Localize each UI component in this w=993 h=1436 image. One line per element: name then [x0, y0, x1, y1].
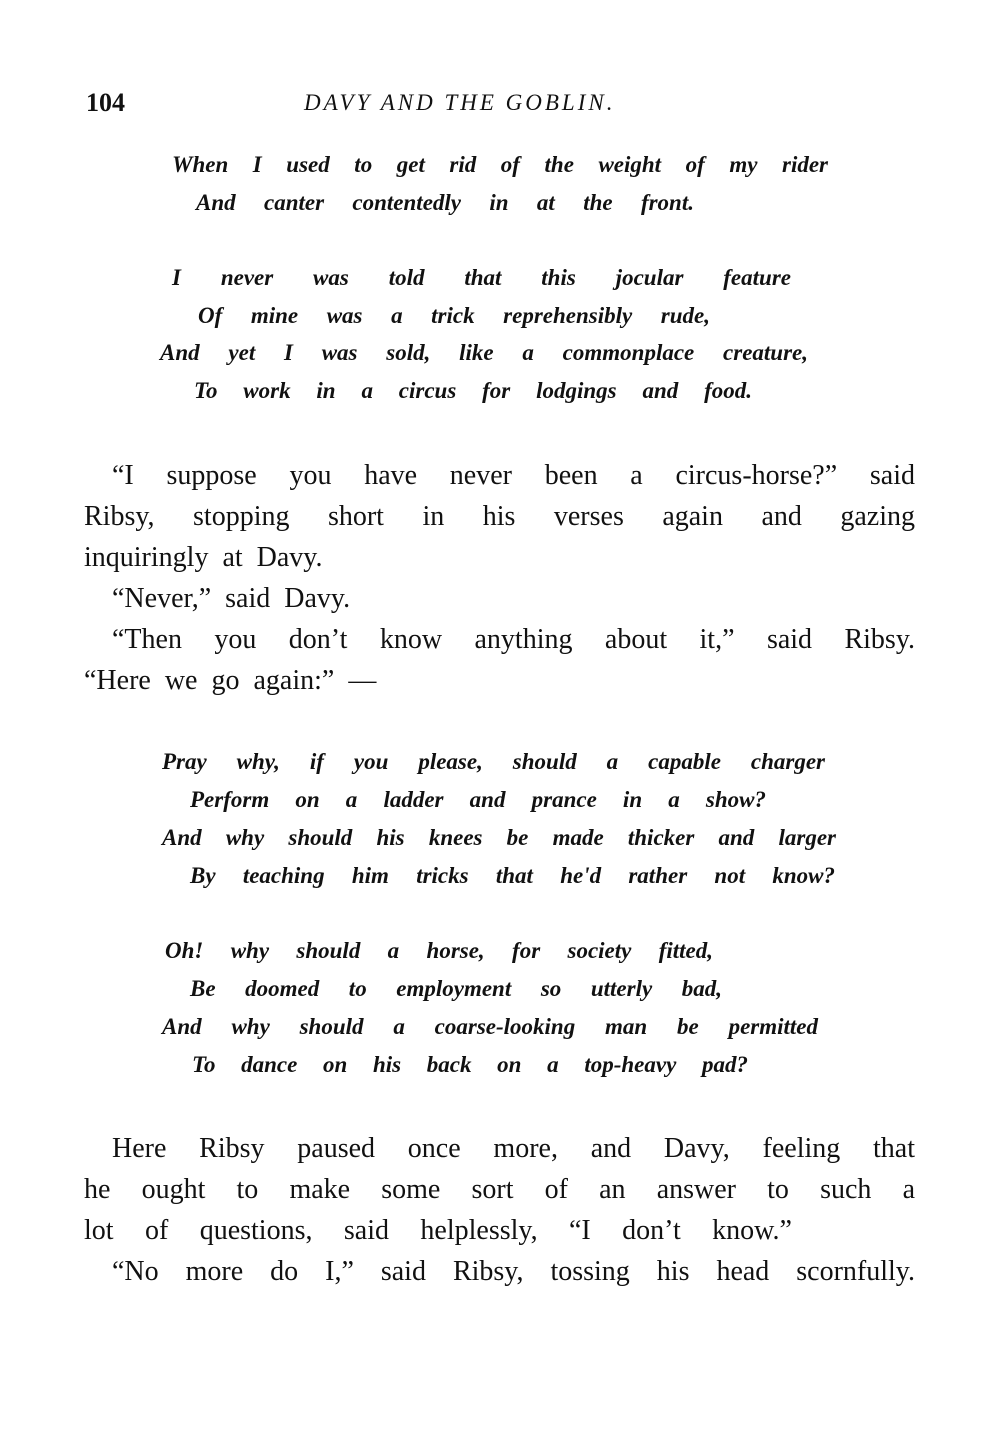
prose-line: “No more do I,” said Ribsy, tossing his head scornfully. [112, 1256, 915, 1287]
running-title: DAVY AND THE GOBLIN. [304, 90, 616, 115]
verse-line: And canter contentedly in at the front. [196, 190, 694, 215]
verse-line: Oh! why should a horse, for society fitted, [165, 938, 713, 963]
prose-line: “Then you don’t know anything about it,” said Ribsy. [112, 624, 915, 655]
prose-line: he ought to make some sort of an answer to such a [84, 1174, 915, 1205]
page-number: 104 [86, 88, 125, 117]
prose-line: Ribsy, stopping short in his verses again and gazing [84, 501, 915, 532]
verse-line: I never was told that this jocular feature [172, 265, 791, 290]
prose-line: lot of questions, said helplessly, “I don’t know.” [84, 1215, 792, 1246]
verse-line: And why should a coarse-looking man be permitted [162, 1014, 818, 1039]
prose-line: “Here we go again:” — [84, 665, 377, 696]
verse-line: Of mine was a trick reprehensibly rude, [198, 303, 710, 328]
verse-line: When I used to get rid of the weight of my rider [172, 152, 828, 177]
prose-line: Here Ribsy paused once more, and Davy, feeling that [112, 1133, 915, 1164]
verse-line: Be doomed to employment so utterly bad, [190, 976, 722, 1001]
prose-line: inquiringly at Davy. [84, 542, 323, 573]
prose-line: “Never,” said Davy. [112, 583, 351, 614]
verse-line: To dance on his back on a top-heavy pad? [192, 1052, 748, 1077]
verse-line: By teaching him tricks that he'd rather not know? [190, 863, 835, 888]
prose-line: “I suppose you have never been a circus-horse?” said [112, 460, 915, 491]
verse-line: And why should his knees be made thicker and larger [162, 825, 836, 850]
verse-line: To work in a circus for lodgings and food. [194, 378, 752, 403]
verse-line: Perform on a ladder and prance in a show? [190, 787, 766, 812]
verse-line: Pray why, if you please, should a capable charger [162, 749, 825, 774]
verse-line: And yet I was sold, like a commonplace creature, [160, 340, 808, 365]
